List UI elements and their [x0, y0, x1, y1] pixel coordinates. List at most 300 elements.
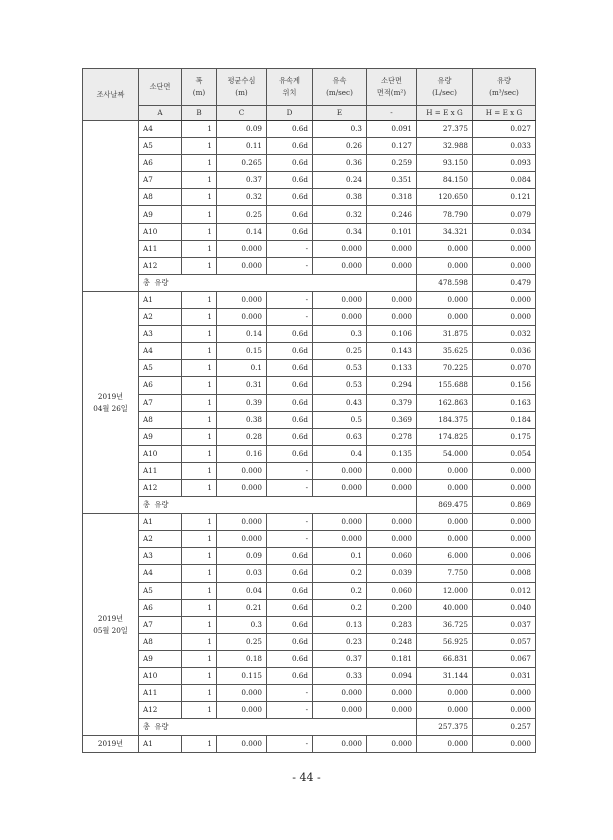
total-label: 총 유량	[139, 274, 417, 291]
table-cell: 0.000	[217, 531, 267, 548]
table-cell: 0.000	[473, 479, 536, 496]
table-cell: 56.925	[417, 633, 473, 650]
table-cell: 0.000	[417, 685, 473, 702]
table-cell: 36.725	[417, 616, 473, 633]
table-cell: 0.067	[473, 650, 536, 667]
table-cell: 0.000	[473, 736, 536, 753]
table-row	[83, 445, 536, 462]
table-cell: 0.121	[473, 189, 536, 206]
flow-measurement-table	[82, 68, 536, 753]
table-header	[83, 69, 536, 121]
table-cell: 1	[182, 394, 217, 411]
table-row	[83, 479, 536, 496]
column-code: H = E x G	[473, 106, 536, 121]
table-cell: 0.11	[217, 138, 267, 155]
table-cell: 1	[182, 240, 217, 257]
table-cell: 54.000	[417, 445, 473, 462]
table-cell: 1	[182, 514, 217, 531]
table-cell: 0.039	[367, 565, 417, 582]
table-cell: 0.000	[313, 240, 367, 257]
table-cell: 0.53	[313, 360, 367, 377]
table-cell: 0.175	[473, 428, 536, 445]
table-cell: 0.000	[367, 462, 417, 479]
table-cell: 0.000	[367, 291, 417, 308]
table-cell: 1	[182, 360, 217, 377]
table-cell: 0.000	[473, 514, 536, 531]
table-cell: 0.094	[367, 668, 417, 685]
total-flow-lsec: 869.475	[417, 497, 473, 514]
table-cell: 1	[182, 479, 217, 496]
column-header: 소단면	[139, 69, 182, 106]
table-cell: 1	[182, 616, 217, 633]
table-cell: 0.31	[217, 377, 267, 394]
table-cell: 0.000	[217, 736, 267, 753]
table-cell: 0.000	[313, 531, 367, 548]
table-cell: 0.33	[313, 668, 367, 685]
table-cell: 0.246	[367, 206, 417, 223]
table-cell: -	[267, 531, 313, 548]
table-cell: 1	[182, 445, 217, 462]
table-row	[83, 343, 536, 360]
table-cell: 0.63	[313, 428, 367, 445]
table-cell: 0.37	[313, 650, 367, 667]
table-cell: 0.28	[217, 428, 267, 445]
column-code: D	[267, 106, 313, 121]
table-cell: 1	[182, 189, 217, 206]
table-cell: 0.093	[473, 155, 536, 172]
table-cell: 0.000	[473, 291, 536, 308]
table-cell: 0.3	[313, 121, 367, 138]
table-cell: 0.000	[417, 257, 473, 274]
table-cell: 0.379	[367, 394, 417, 411]
table-row	[83, 462, 536, 479]
table-cell: 0.6d	[267, 565, 313, 582]
table-cell: 0.000	[217, 702, 267, 719]
table-cell: 1	[182, 138, 217, 155]
column-code: B	[182, 106, 217, 121]
table-row	[83, 394, 536, 411]
table-cell: 1	[182, 155, 217, 172]
table-cell: 0.265	[217, 155, 267, 172]
table-cell: 0.000	[417, 479, 473, 496]
table-cell: 0.6d	[267, 633, 313, 650]
table-cell: 0.39	[217, 394, 267, 411]
page-number: - 44 -	[292, 771, 321, 784]
table-cell: 0.32	[313, 206, 367, 223]
table-row	[83, 531, 536, 548]
table-cell: 120.650	[417, 189, 473, 206]
table-row	[83, 548, 536, 565]
column-header: 유속계 위치	[267, 69, 313, 106]
column-header: 소단면 면적(m²)	[367, 69, 417, 106]
table-cell: 78.790	[417, 206, 473, 223]
table-cell: 0.000	[367, 479, 417, 496]
table-cell: 70.225	[417, 360, 473, 377]
table-row	[83, 685, 536, 702]
table-row	[83, 633, 536, 650]
table-cell: A9	[139, 428, 182, 445]
table-cell: 0.000	[473, 531, 536, 548]
table-cell: 84.150	[417, 172, 473, 189]
table-cell: 0.000	[417, 291, 473, 308]
table-cell: 0.6d	[267, 326, 313, 343]
table-cell: 0.369	[367, 411, 417, 428]
table-cell: 0.248	[367, 633, 417, 650]
table-cell: 1	[182, 428, 217, 445]
table-cell: 1	[182, 206, 217, 223]
table-cell: -	[267, 462, 313, 479]
table-row	[83, 565, 536, 582]
table-cell: -	[267, 479, 313, 496]
table-cell: -	[267, 309, 313, 326]
table-cell: 0.37	[217, 172, 267, 189]
table-cell: 1	[182, 326, 217, 343]
table-cell: 0.6d	[267, 223, 313, 240]
table-cell: 1	[182, 668, 217, 685]
table-cell: A3	[139, 548, 182, 565]
total-flow-lsec: 478.598	[417, 274, 473, 291]
table-cell: 0.040	[473, 599, 536, 616]
table-cell: 0.000	[367, 685, 417, 702]
table-cell: 31.144	[417, 668, 473, 685]
table-row	[83, 650, 536, 667]
table-cell: 0.03	[217, 565, 267, 582]
table-cell: 66.831	[417, 650, 473, 667]
table-cell: 0.034	[473, 223, 536, 240]
table-cell: A3	[139, 326, 182, 343]
total-flow-lsec: 257.375	[417, 719, 473, 736]
table-row	[83, 616, 536, 633]
table-cell: -	[267, 702, 313, 719]
total-label: 총 유량	[139, 497, 417, 514]
table-cell: 31.875	[417, 326, 473, 343]
table-cell: 0.000	[417, 462, 473, 479]
table-row	[83, 360, 536, 377]
table-row	[83, 138, 536, 155]
table-cell: 0.32	[217, 189, 267, 206]
column-header: 유속 (m/sec)	[313, 69, 367, 106]
table-cell: 0.000	[367, 736, 417, 753]
table-row	[83, 240, 536, 257]
table-cell: 0.000	[367, 240, 417, 257]
table-cell: 1	[182, 633, 217, 650]
table-cell: 0.079	[473, 206, 536, 223]
table-cell: 0.031	[473, 668, 536, 685]
table-cell: 1	[182, 121, 217, 138]
table-cell: -	[267, 685, 313, 702]
table-cell: A12	[139, 257, 182, 274]
table-cell: 0.057	[473, 633, 536, 650]
table-cell: 0.283	[367, 616, 417, 633]
table-cell: 0.6d	[267, 411, 313, 428]
table-cell: A5	[139, 138, 182, 155]
table-row	[83, 736, 536, 753]
table-cell: 0.2	[313, 565, 367, 582]
table-cell: -	[267, 736, 313, 753]
table-cell: 0.13	[313, 616, 367, 633]
table-cell: 1	[182, 599, 217, 616]
table-cell: A12	[139, 479, 182, 496]
column-header: 조사날짜	[83, 69, 139, 121]
table-cell: 1	[182, 462, 217, 479]
total-row	[83, 719, 536, 736]
table-cell: A4	[139, 121, 182, 138]
table-cell: 0.26	[313, 138, 367, 155]
table-cell: A6	[139, 155, 182, 172]
table-cell: A1	[139, 291, 182, 308]
table-cell: A5	[139, 360, 182, 377]
table-cell: 0.000	[367, 309, 417, 326]
table-cell: 27.375	[417, 121, 473, 138]
table-cell: 0.6d	[267, 360, 313, 377]
table-cell: 0.3	[217, 616, 267, 633]
table-cell: 0.000	[313, 291, 367, 308]
table-cell: 0.278	[367, 428, 417, 445]
column-code: A	[139, 106, 182, 121]
total-flow-m3sec: 0.479	[473, 274, 536, 291]
table-cell: 1	[182, 736, 217, 753]
table-cell: A9	[139, 650, 182, 667]
table-cell: 1	[182, 650, 217, 667]
table-cell: 0.143	[367, 343, 417, 360]
table-cell: A11	[139, 240, 182, 257]
table-cell: 0.1	[217, 360, 267, 377]
table-cell: 0.032	[473, 326, 536, 343]
table-cell: 0.6d	[267, 377, 313, 394]
table-row	[83, 206, 536, 223]
table-cell: 0.000	[473, 462, 536, 479]
table-cell: 0.101	[367, 223, 417, 240]
table-cell: 0.000	[217, 257, 267, 274]
table-cell: 0.127	[367, 138, 417, 155]
table-cell: -	[267, 240, 313, 257]
table-cell: -	[267, 257, 313, 274]
table-cell: 35.625	[417, 343, 473, 360]
table-cell: 0.2	[313, 599, 367, 616]
table-cell: 0.000	[473, 685, 536, 702]
table-cell: 0.070	[473, 360, 536, 377]
table-cell: 0.6d	[267, 582, 313, 599]
table-cell: -	[267, 291, 313, 308]
table-cell: A2	[139, 531, 182, 548]
table-cell: 1	[182, 685, 217, 702]
table-cell: 174.825	[417, 428, 473, 445]
table-cell: 162.863	[417, 394, 473, 411]
table-cell: 1	[182, 702, 217, 719]
table-row	[83, 411, 536, 428]
table-cell: 0.6d	[267, 428, 313, 445]
table-cell: 0.000	[417, 309, 473, 326]
table-cell: 0.000	[313, 257, 367, 274]
table-cell: 1	[182, 309, 217, 326]
table-cell: 155.688	[417, 377, 473, 394]
table-cell: 0.000	[313, 736, 367, 753]
table-cell: 0.000	[473, 309, 536, 326]
table-cell: A10	[139, 668, 182, 685]
table-cell: 0.163	[473, 394, 536, 411]
table-cell: 1	[182, 172, 217, 189]
table-cell: 0.6d	[267, 394, 313, 411]
table-cell: 0.000	[367, 514, 417, 531]
table-cell: 0.000	[417, 514, 473, 531]
table-cell: 0.4	[313, 445, 367, 462]
table-cell: 0.184	[473, 411, 536, 428]
survey-date-cell: 2019년 04월 26일	[83, 291, 139, 513]
table-cell: 0.351	[367, 172, 417, 189]
table-row	[83, 309, 536, 326]
table-cell: 0.6d	[267, 172, 313, 189]
table-cell: 0.000	[217, 514, 267, 531]
table-cell: A11	[139, 462, 182, 479]
table-cell: 0.000	[313, 685, 367, 702]
table-cell: 0.181	[367, 650, 417, 667]
table-cell: 0.115	[217, 668, 267, 685]
table-row	[83, 172, 536, 189]
table-cell: 0.000	[313, 462, 367, 479]
table-cell: 6.000	[417, 548, 473, 565]
table-cell: 0.060	[367, 548, 417, 565]
table-cell: 1	[182, 548, 217, 565]
table-cell: 0.012	[473, 582, 536, 599]
survey-date-cell: 2019년 05월 20일	[83, 514, 139, 736]
table-cell: A8	[139, 189, 182, 206]
table-cell: 0.53	[313, 377, 367, 394]
table-cell: 1	[182, 582, 217, 599]
table-cell: 0.25	[217, 633, 267, 650]
table-cell: 0.6d	[267, 599, 313, 616]
table-cell: 0.6d	[267, 616, 313, 633]
table-cell: 1	[182, 411, 217, 428]
total-label: 총 유량	[139, 719, 417, 736]
table-cell: A1	[139, 514, 182, 531]
table-cell: 0.000	[217, 291, 267, 308]
table-cell: 0.000	[217, 685, 267, 702]
table-cell: 1	[182, 257, 217, 274]
table-cell: 0.15	[217, 343, 267, 360]
table-cell: 0.294	[367, 377, 417, 394]
table-cell: 0.106	[367, 326, 417, 343]
table-cell: 0.000	[217, 462, 267, 479]
table-cell: 0.000	[313, 309, 367, 326]
table-cell: 0.6d	[267, 206, 313, 223]
table-cell: 0.5	[313, 411, 367, 428]
table-cell: A11	[139, 685, 182, 702]
table-cell: 0.000	[217, 240, 267, 257]
table-cell: 0.18	[217, 650, 267, 667]
table-row	[83, 599, 536, 616]
table-cell: 0.38	[217, 411, 267, 428]
table-cell: 1	[182, 291, 217, 308]
table-cell: A6	[139, 599, 182, 616]
table-cell: 0.000	[367, 531, 417, 548]
table-cell: A12	[139, 702, 182, 719]
column-code: -	[367, 106, 417, 121]
table-cell: 0.006	[473, 548, 536, 565]
table-cell: 0.14	[217, 326, 267, 343]
table-cell: 0.21	[217, 599, 267, 616]
total-row	[83, 274, 536, 291]
table-cell: 0.060	[367, 582, 417, 599]
table-cell: 1	[182, 223, 217, 240]
table-cell: 0.6d	[267, 650, 313, 667]
table-cell: 0.000	[367, 257, 417, 274]
table-cell: 0.000	[217, 309, 267, 326]
table-cell: A9	[139, 206, 182, 223]
table-cell: 0.25	[313, 343, 367, 360]
table-cell: A7	[139, 616, 182, 633]
table-cell: 1	[182, 565, 217, 582]
table-cell: A2	[139, 309, 182, 326]
table-cell: 0.000	[313, 479, 367, 496]
table-cell: 0.000	[313, 702, 367, 719]
table-cell: 32.988	[417, 138, 473, 155]
table-cell: 0.6d	[267, 548, 313, 565]
table-cell: 0.033	[473, 138, 536, 155]
table-cell: 1	[182, 377, 217, 394]
table-cell: 0.1	[313, 548, 367, 565]
table-cell: 0.054	[473, 445, 536, 462]
column-header: 평균수심 (m)	[217, 69, 267, 106]
table-cell: A7	[139, 394, 182, 411]
table-cell: 0.6d	[267, 138, 313, 155]
table-cell: 7.750	[417, 565, 473, 582]
table-cell: 0.008	[473, 565, 536, 582]
total-flow-m3sec: 0.869	[473, 497, 536, 514]
table-cell: A1	[139, 736, 182, 753]
table-row	[83, 668, 536, 685]
table-cell: 40.000	[417, 599, 473, 616]
table-cell: 0.000	[417, 702, 473, 719]
table-cell: 0.6d	[267, 445, 313, 462]
table-cell: A5	[139, 582, 182, 599]
table-cell: 0.135	[367, 445, 417, 462]
table-cell: 0.156	[473, 377, 536, 394]
table-cell: A4	[139, 565, 182, 582]
table-cell: 0.25	[217, 206, 267, 223]
table-cell: A6	[139, 377, 182, 394]
table-row	[83, 223, 536, 240]
table-cell: 0.3	[313, 326, 367, 343]
column-header: 유량 (m³/sec)	[473, 69, 536, 106]
table-cell: 0.36	[313, 155, 367, 172]
table-cell: 0.000	[417, 240, 473, 257]
table-cell: 34.321	[417, 223, 473, 240]
table-cell: A4	[139, 343, 182, 360]
table-cell: A10	[139, 445, 182, 462]
table-cell: 93.150	[417, 155, 473, 172]
table-cell: 0.09	[217, 548, 267, 565]
table-row	[83, 702, 536, 719]
table-cell: A8	[139, 633, 182, 650]
table-cell: 0.259	[367, 155, 417, 172]
table-cell: 0.43	[313, 394, 367, 411]
table-row	[83, 582, 536, 599]
column-code: C	[217, 106, 267, 121]
table-cell: 0.036	[473, 343, 536, 360]
table-cell: 0.000	[473, 257, 536, 274]
column-header: 유량 (L/sec)	[417, 69, 473, 106]
table-cell: 0.000	[473, 702, 536, 719]
table-cell: 0.000	[473, 240, 536, 257]
column-header: 폭 (m)	[182, 69, 217, 106]
total-row	[83, 497, 536, 514]
table-row	[83, 121, 536, 138]
table-cell: 0.38	[313, 189, 367, 206]
table-cell: 1	[182, 531, 217, 548]
table-cell: A8	[139, 411, 182, 428]
table-cell: 0.2	[313, 582, 367, 599]
table-row	[83, 155, 536, 172]
